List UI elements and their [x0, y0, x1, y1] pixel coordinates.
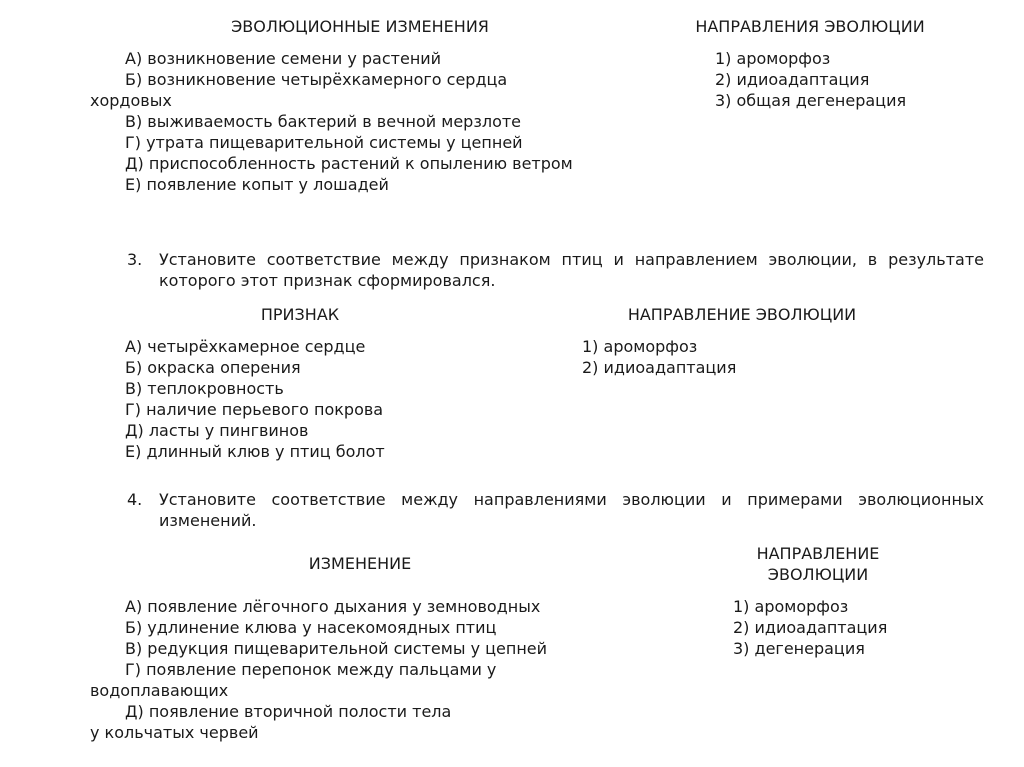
task2-header-right: НАПРАВЛЕНИЯ ЭВОЛЮЦИИ	[695, 17, 925, 36]
task4-header-right-line1: НАПРАВЛЕНИЕ	[756, 544, 880, 563]
task4-question-text: Установите соответствие между направлениями эволюции и примерами эволюционных изменений.	[159, 490, 984, 530]
task4-question	[127, 489, 984, 531]
list-item: Б) окраска оперения	[125, 358, 301, 377]
list-item: А) четырёхкамерное сердце	[125, 337, 366, 356]
task4-header-left: ИЗМЕНЕНИЕ	[308, 554, 412, 573]
task3-number: 3.	[127, 250, 143, 269]
option-item: 1) ароморфоз	[582, 337, 698, 356]
task2-options	[715, 48, 906, 111]
option-item: 1) ароморфоз	[733, 597, 849, 616]
task2-items	[90, 48, 573, 195]
list-item: Б) удлинение клюва у насекомоядных птиц	[125, 618, 497, 637]
list-item: Г) появление перепонок между пальцами у	[125, 660, 497, 679]
task3-question	[127, 249, 984, 291]
list-item: Г) утрата пищеварительной системы у цепней	[125, 133, 523, 152]
task4-items	[90, 596, 547, 743]
list-item: А) появление лёгочного дыхания у земноводных	[125, 597, 541, 616]
task4-options	[733, 596, 887, 659]
list-item: Е) появление копыт у лошадей	[125, 175, 389, 194]
list-item: А) возникновение семени у растений	[125, 49, 442, 68]
list-item-wrap: у кольчатых червей	[90, 723, 259, 742]
list-item: Д) ласты у пингвинов	[125, 421, 309, 440]
option-item: 2) идиоадаптация	[733, 618, 888, 637]
list-item: Г) наличие перьевого покрова	[125, 400, 384, 419]
list-item: Б) возникновение четырёхкамерного сердца	[125, 70, 508, 89]
list-item: В) теплокровность	[125, 379, 284, 398]
task3-items	[125, 336, 385, 462]
option-item: 1) ароморфоз	[715, 49, 831, 68]
list-item: Д) появление вторичной полости тела	[125, 702, 452, 721]
list-item-wrap: хордовых	[90, 91, 172, 110]
list-item: Е) длинный клюв у птиц болот	[125, 442, 385, 461]
list-item: В) выживаемость бактерий в вечной мерзлоте	[125, 112, 522, 131]
option-item: 3) общая дегенерация	[715, 91, 907, 110]
list-item: В) редукция пищеварительной системы у цепней	[125, 639, 548, 658]
list-item-wrap: водоплавающих	[90, 681, 229, 700]
list-item: Д) приспособленность растений к опылению ветром	[125, 154, 573, 173]
option-item: 2) идиоадаптация	[582, 358, 737, 377]
task4-header-right-line2: ЭВОЛЮЦИИ	[767, 565, 869, 584]
task3-header-right: НАПРАВЛЕНИЕ ЭВОЛЮЦИИ	[627, 305, 857, 324]
task4-number: 4.	[127, 490, 143, 509]
task3-question-text: Установите соответствие между признаком птиц и направлением эволюции, в результате которого этот признак сформировался.	[159, 250, 984, 290]
option-item: 2) идиоадаптация	[715, 70, 870, 89]
task3-header-left: ПРИЗНАК	[260, 305, 340, 324]
task3-options	[582, 336, 736, 378]
option-item: 3) дегенерация	[733, 639, 865, 658]
task2-header-left: ЭВОЛЮЦИОННЫЕ ИЗМЕНЕНИЯ	[231, 17, 489, 36]
